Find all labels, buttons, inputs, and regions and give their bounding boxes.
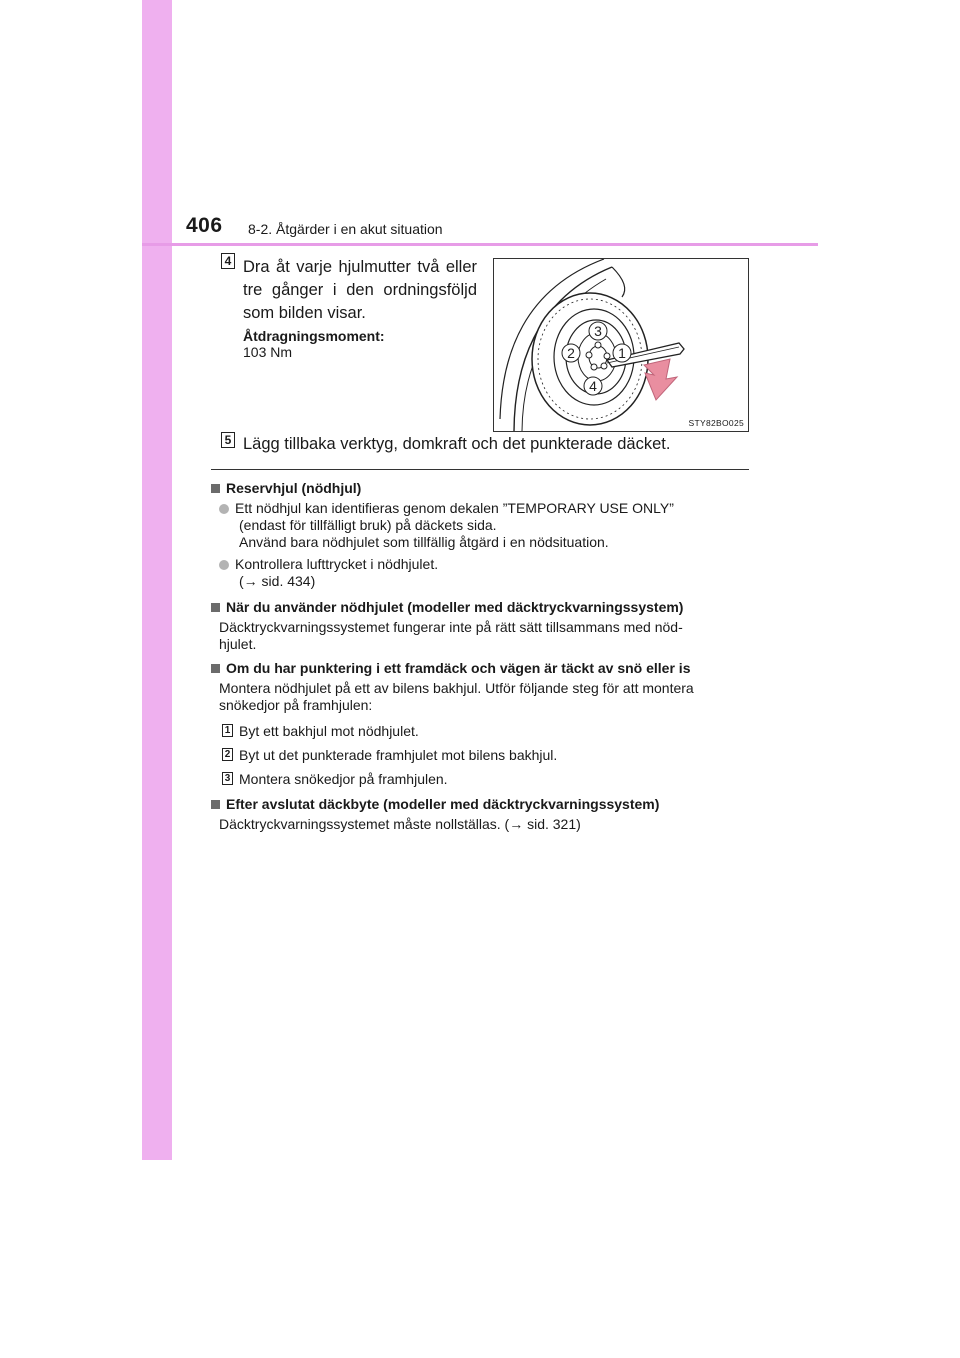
round-bullet-icon (219, 560, 229, 570)
square-bullet-icon (211, 800, 220, 809)
round-bullet-icon (219, 504, 229, 514)
list-item-first-line (219, 556, 749, 573)
bullet-2-line-1: Kontrollera lufttrycket i nödhjulet. (235, 556, 439, 572)
sub-step-1-badge: 1 (222, 724, 233, 737)
note-after-heading-text: Efter avslutat däckbyte (modeller med däcktryckvarningssystem) (226, 796, 660, 812)
arrow-right-icon: → (243, 573, 258, 589)
note-snow-line-1: Montera nödhjulet på ett av bilens bakhjul. Utför följande steg för att montera (219, 680, 694, 696)
callout-4: 4 (589, 378, 597, 394)
note-snow-heading (211, 660, 749, 677)
list-item-text (219, 500, 749, 551)
arrow-right-icon: → (509, 816, 524, 832)
wheel-illustration-svg (494, 259, 749, 432)
bullet-1-line-3: Använd bara nödhjulet som tillfällig åtgärd i en nödsituation. (239, 534, 609, 550)
page-number: 406 (186, 214, 223, 237)
torque-value: 103 Nm (243, 344, 293, 360)
list-item-first-line (219, 500, 749, 517)
bullet-1-line-1: Ett nödhjul kan identifieras genom dekalen ”TEMPORARY USE ONLY” (235, 500, 674, 516)
list-item-text (219, 556, 749, 590)
figure-code: STY82BO025 (688, 418, 744, 428)
note-snow-body (211, 680, 749, 714)
note-after-change (211, 796, 749, 833)
callout-1: 1 (618, 345, 626, 361)
section-divider (211, 469, 749, 470)
list-item (211, 556, 749, 590)
sub-step-3-text: Montera snökedjor på framhjulen. (239, 771, 448, 787)
callout-2: 2 (567, 345, 575, 361)
callout-3: 3 (594, 323, 602, 339)
note-tpws-line-2: hjulet. (219, 636, 257, 652)
step-5-badge: 5 (221, 432, 235, 448)
page-reference-link[interactable]: sid. 321) (523, 816, 581, 832)
note-tpws (211, 599, 749, 653)
section-title: 8-2. Åtgärder i en akut situation (248, 221, 443, 237)
square-bullet-icon (211, 603, 220, 612)
sub-step-3-badge: 3 (222, 772, 233, 785)
note-spare-wheel (211, 480, 749, 590)
note-snow (211, 660, 749, 714)
step-5-text: Lägg tillbaka verktyg, domkraft och det punkterade däcket. (243, 435, 671, 453)
bullet-2-ref: (→ sid. 434) (239, 573, 316, 589)
sub-step-2-text: Byt ut det punkterade framhjulet mot bilens bakhjul. (239, 747, 558, 763)
note-after-body (211, 816, 749, 833)
note-after-heading (211, 796, 749, 813)
note-tpws-heading-text: När du använder nödhjulet (modeller med däcktryckvarningssystem) (226, 599, 684, 615)
bullet-1-line-2: (endast för tillfälligt bruk) på däckets sida. (239, 517, 497, 533)
note-tpws-line-1: Däcktryckvarningssystemet fungerar inte på rätt sätt tillsammans med nöd- (219, 619, 683, 635)
note-snow-heading-text: Om du har punktering i ett framdäck och vägen är täckt av snö eller is (226, 660, 691, 676)
list-item (211, 500, 749, 551)
header-rule (142, 243, 818, 246)
note-spare-heading-text: Reservhjul (nödhjul) (226, 480, 362, 496)
step-4-badge: 4 (221, 253, 235, 269)
note-tpws-body (211, 619, 749, 653)
note-spare-heading (211, 480, 749, 497)
page-reference-link[interactable]: sid. 434) (257, 573, 316, 589)
torque-label: Åtdragningsmoment: (243, 328, 385, 344)
sub-step-1-text: Byt ett bakhjul mot nödhjulet. (239, 723, 419, 739)
square-bullet-icon (211, 484, 220, 493)
sub-step-2-badge: 2 (222, 748, 233, 761)
square-bullet-icon (211, 664, 220, 673)
note-snow-line-2: snökedjor på framhjulen: (219, 697, 373, 713)
step-4-text: Dra åt varje hjulmutter två eller tre gånger i den ordningsföljd som bilden visar. (243, 258, 477, 322)
note-tpws-heading (211, 599, 749, 616)
note-after-text: Däcktryckvarningssystemet måste nollställas. ( (219, 816, 510, 832)
chapter-sidebar-tab (142, 0, 172, 1160)
wheel-nut-tightening-illustration (493, 258, 749, 432)
